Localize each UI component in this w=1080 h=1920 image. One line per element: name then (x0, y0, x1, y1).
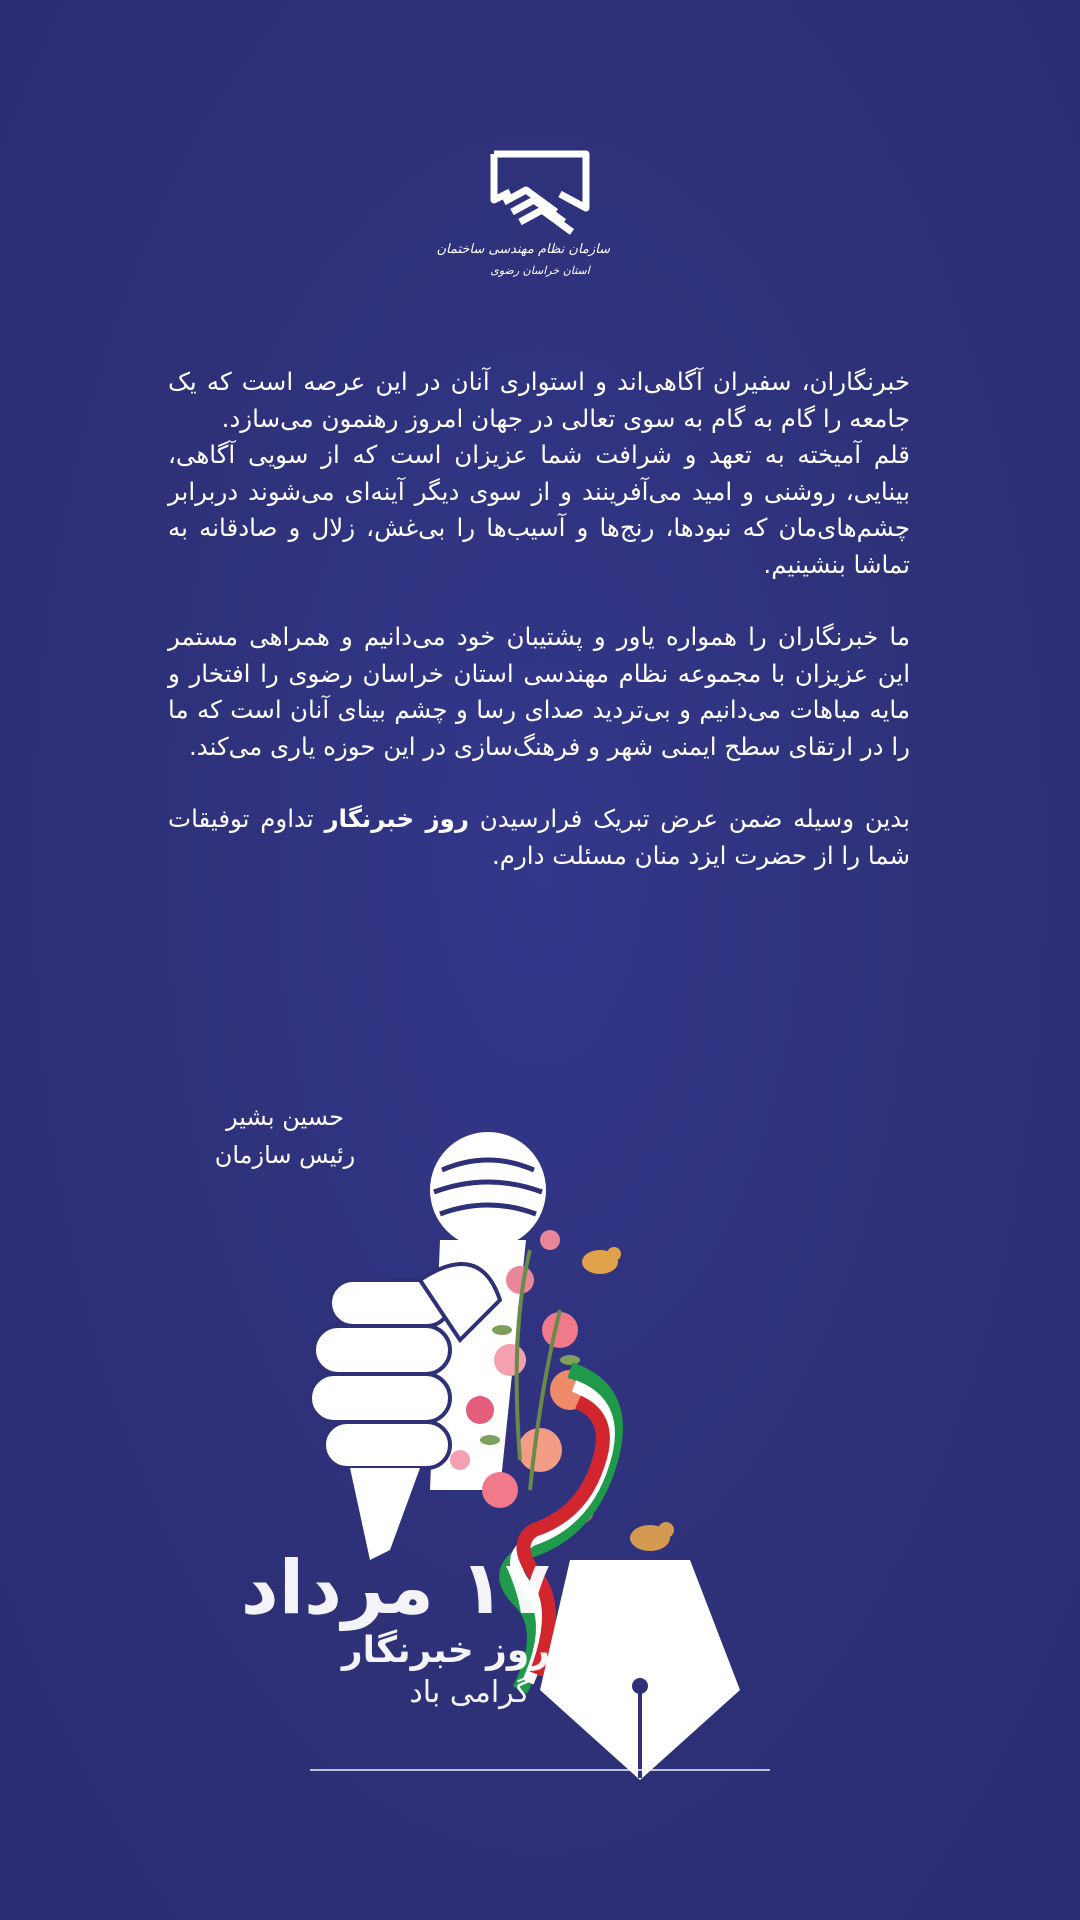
organization-logo (436, 150, 610, 290)
paragraph-4-prefix: بدین وسیله ضمن عرض تبریک فرارسیدن (469, 804, 910, 833)
signer-title: رئیس سازمان (214, 1141, 356, 1169)
paragraph-4-suffix: تداوم توفیقات شما را از حضرت ایزد منان مسئلت دارم. (168, 804, 910, 870)
message-body (168, 364, 910, 874)
wish-text: گرامی باد (409, 1675, 530, 1710)
paragraph-2: قلم آمیخته به تعهد و شرافت شما عزیزان است که از سویی آگاهی، بینایی، روشنی و امید می‌آفرینند و از سوی دیگر آینه‌ای می‌شوند دربرابر چشم‌های‌مان که نبودها، رنج‌ها و آسیب‌ها را بی‌غش، زلال و صادقانه به تماشا بنشینیم. (168, 440, 910, 579)
building-organization-logo-icon (490, 150, 590, 240)
paragraph-4 (168, 801, 910, 874)
journalist-day-highlight: روز خبرنگار (324, 804, 469, 833)
signer-name: حسین بشیر (226, 1103, 344, 1131)
paragraph-3: ما خبرنگاران را همواره یاور و پشتیبان خود می‌دانیم و همراهی مستمر این عزیزان با مجموعه نظام مهندسی استان خراسان رضوی را افتخار و مایه مباهات می‌دانیم و بی‌تردید صدای رسا و چشم بینای آنان است که ما را در ارتقای سطح ایمنی شهر و فرهنگ‌سازی در این حوزه یاری می‌کند. (168, 622, 910, 761)
paragraph-gap (168, 765, 910, 801)
logo-subtitle: استان خراسان رضوی (490, 264, 590, 277)
logo-title: سازمان نظام مهندسی ساختمان (436, 242, 610, 257)
journalist-day-calligraphy (240, 1545, 550, 1712)
date-text: ۱۷ مرداد (240, 1545, 550, 1631)
paragraph-1: خبرنگاران، سفیران آگاهی‌اند و استواری آنان در این عرصه است که یک جامعه را گام به گام به سوی تعالی در جهان امروز رهنمون می‌سازد. (168, 367, 910, 433)
occasion-text: روز خبرنگار (341, 1630, 550, 1671)
paragraph-gap (168, 583, 910, 619)
